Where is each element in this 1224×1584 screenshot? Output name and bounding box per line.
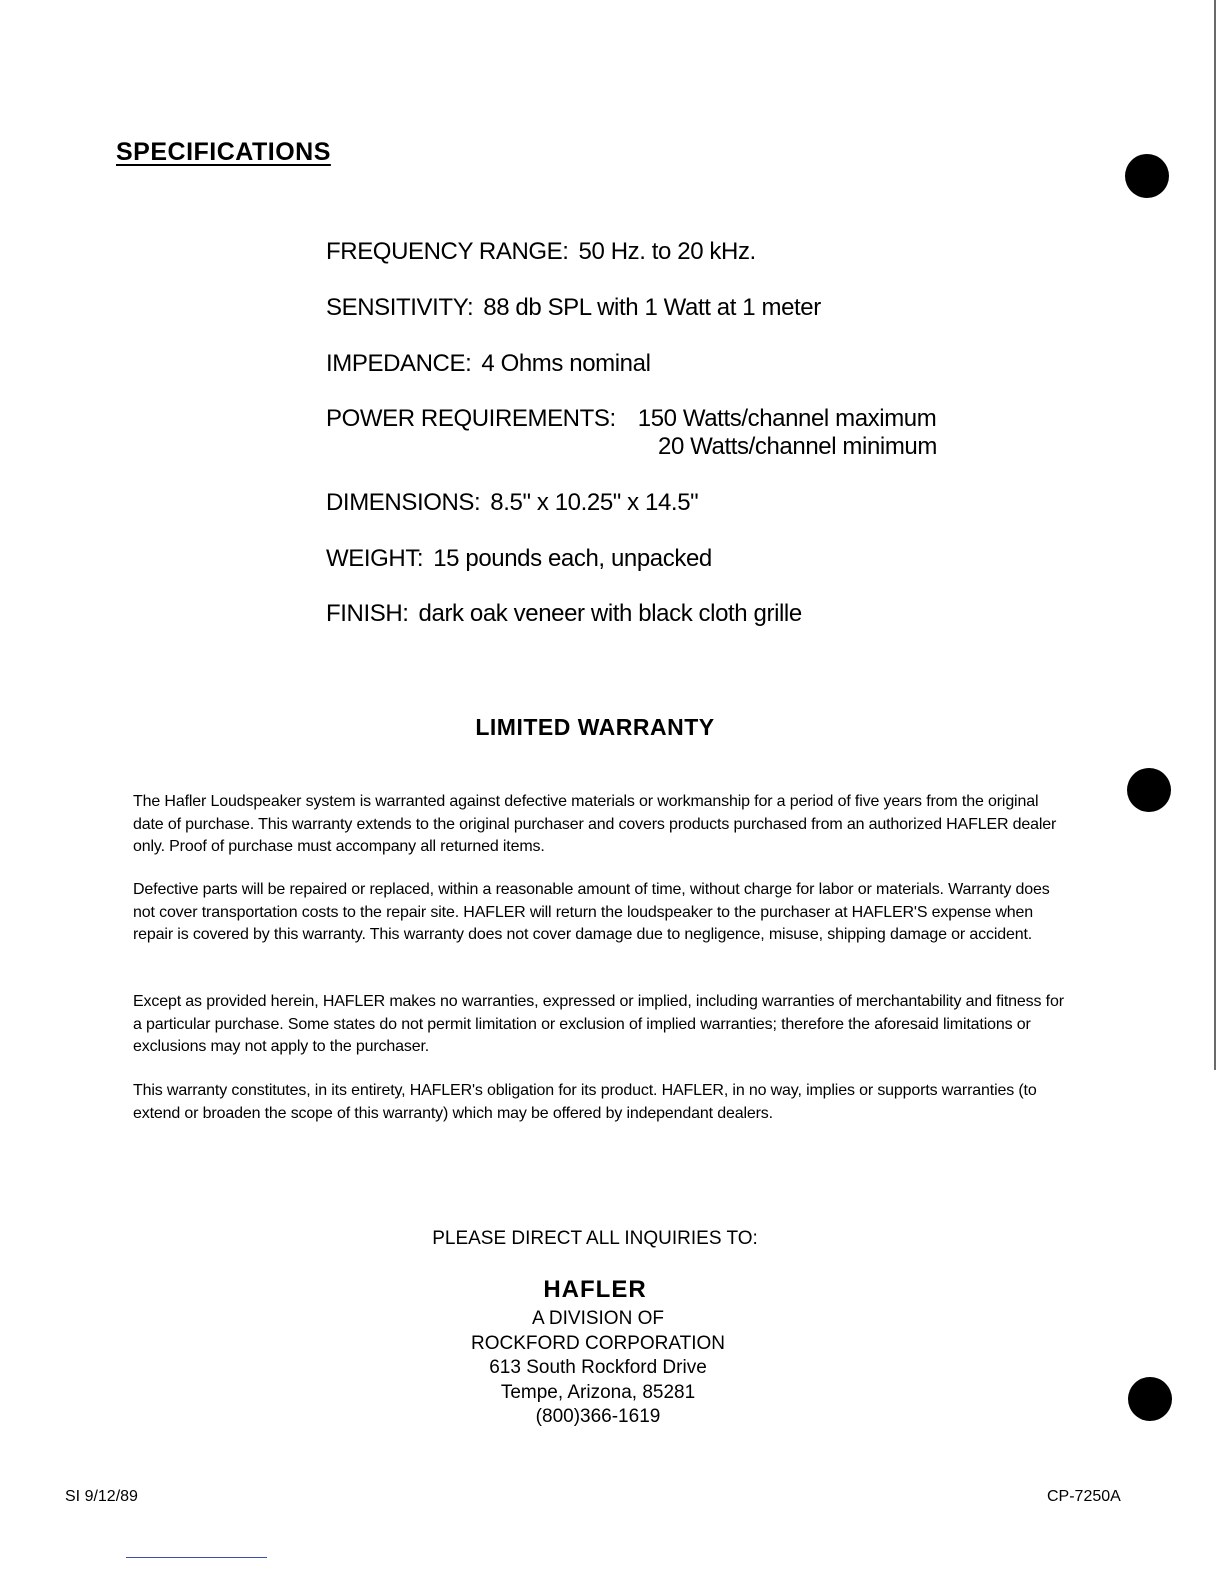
scan-mark-line [126, 1557, 267, 1558]
warranty-paragraph: The Hafler Loudspeaker system is warranted against defective materials or workmanship for a period of five years from the original date of purchase. This warranty extends to the original purchaser and covers products purchased from an authorized HAFLER dealer only. Proof of purchase must accompany all returned items. [133, 793, 1057, 855]
spec-value: 88 db SPL with 1 Watt at 1 meter [483, 294, 821, 321]
footer-date-code: SI 9/12/89 [65, 1488, 138, 1505]
spec-label: DIMENSIONS: [326, 489, 481, 516]
spec-value: dark oak veneer with black cloth grille [418, 600, 802, 627]
spec-value: 50 Hz. to 20 kHz. [578, 238, 756, 265]
company-address [0, 1307, 1196, 1430]
spec-value: 15 pounds each, unpacked [433, 545, 712, 572]
binder-hole-middle [1127, 768, 1171, 812]
spec-weight [326, 545, 712, 573]
spec-power-requirements [326, 405, 937, 460]
spec-value-secondary: 20 Watts/channel minimum [658, 433, 937, 460]
corporation-line: ROCKFORD CORPORATION [470, 1332, 726, 1354]
spec-label: FREQUENCY RANGE: [326, 238, 569, 265]
spec-value: 150 Watts/channel maximum [637, 405, 937, 432]
warranty-paragraph: Defective parts will be repaired or replaced, within a reasonable amount of time, without charge for labor or materials. Warranty does not cover transportation costs to the repair site. HAFLER will return the loudspeaker to the purchaser at HAFLER'S expense when repair is covered by this warranty. This warranty does not cover damage due to negligence, misuse, shipping damage or accident. [133, 881, 1050, 943]
spec-label: WEIGHT: [326, 545, 424, 572]
street-line: 613 South Rockford Drive [489, 1357, 707, 1378]
spec-label: SENSITIVITY: [326, 294, 474, 321]
warranty-paragraph: Except as provided herein, HAFLER makes no warranties, expressed or implied, including warranties of merchantability and fitness for a particular purchase. Some states do not permit limitation or exclusion of implied warranties; therefore the aforesaid limitations or exclusions may not apply to the purchaser. [133, 993, 1064, 1055]
spec-sensitivity [326, 294, 821, 322]
inquiries-heading: PLEASE DIRECT ALL INQUIRIES TO: [432, 1228, 758, 1249]
spec-label: POWER REQUIREMENTS: [326, 405, 616, 432]
city-line: Tempe, Arizona, 85281 [500, 1381, 696, 1403]
warranty-paragraph: This warranty constitutes, in its entirety, HAFLER's obligation for its product. HAFLER, in no way, implies or supports warranties (to extend or broaden the scope of this warranty) which may be offered by independant dealers. [133, 1082, 1037, 1122]
phone-line: (800)366-1619 [535, 1406, 661, 1427]
binder-hole-top [1125, 154, 1169, 198]
spec-value: 8.5" x 10.25" x 14.5" [490, 489, 699, 516]
spec-finish [326, 600, 802, 628]
spec-frequency-range [326, 238, 756, 266]
footer-part-number: CP-7250A [1047, 1488, 1121, 1505]
spec-label: FINISH: [326, 600, 409, 627]
spec-impedance [326, 350, 651, 378]
spec-dimensions [326, 489, 698, 517]
spec-label: IMPEDANCE: [326, 350, 472, 377]
warranty-title: LIMITED WARRANTY [475, 714, 715, 740]
division-line: A DIVISION OF [532, 1308, 664, 1329]
company-name: HAFLER [543, 1276, 647, 1303]
specifications-heading: SPECIFICATIONS [116, 138, 331, 166]
page-edge-line [1214, 0, 1216, 1070]
spec-value: 4 Ohms nominal [481, 350, 651, 377]
